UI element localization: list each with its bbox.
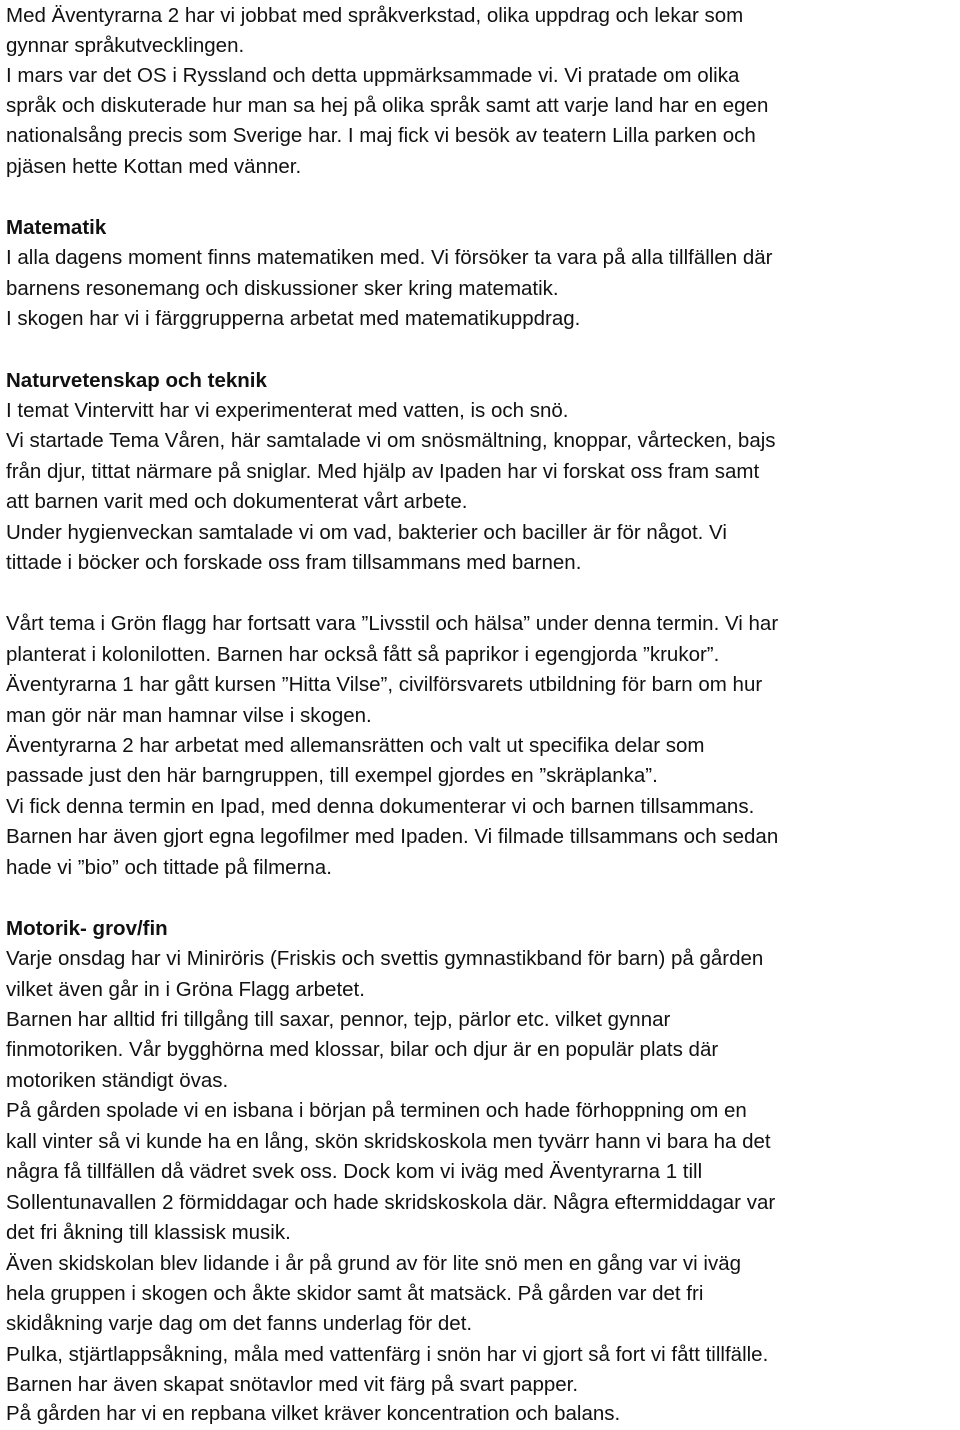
motorik-line: kall vinter så vi kunde ha en lång, skön skridskoskola men tyvärr hann vi bara ha det <box>6 1130 771 1153</box>
motorik-line: På gården spolade vi en isbana i början på terminen och hade förhoppning om en <box>6 1099 747 1122</box>
gron-flagg-line: Äventyrarna 2 har arbetat med allemansrätten och valt ut specifika delar som <box>6 734 705 757</box>
naturvetenskap-line: Under hygienveckan samtalade vi om vad, bakterier och baciller är för något. Vi <box>6 521 727 544</box>
motorik-line: skidåkning varje dag om det fanns underlag för det. <box>6 1312 473 1335</box>
motorik-line: några få tillfällen då vädret svek oss. Dock kom vi iväg med Äventyrarna 1 till <box>6 1160 703 1183</box>
matematik-line: barnens resonemang och diskussioner sker kring matematik. <box>6 277 559 300</box>
motorik-line: Även skidskolan blev lidande i år på grund av för lite snö men en gång var vi iväg <box>6 1252 742 1275</box>
motorik-line: Barnen har även skapat snötavlor med vit färg på svart papper. <box>6 1373 579 1396</box>
naturvetenskap-line: Vi startade Tema Våren, här samtalade vi om snösmältning, knoppar, vårtecken, bajs <box>6 429 776 452</box>
motorik-line: Pulka, stjärtlappsåkning, måla med vattenfärg i snön har vi gjort så fort vi fått tillfälle. <box>6 1343 769 1366</box>
naturvetenskap-line: att barnen varit med och dokumenterat vårt arbete. <box>6 490 468 513</box>
motorik-line: Sollentunavallen 2 förmiddagar och hade skridskoskola där. Några eftermiddagar var <box>6 1191 776 1214</box>
motorik-line: motoriken ständigt övas. <box>6 1069 229 1092</box>
motorik-line: det fri åkning till klassisk musik. <box>6 1221 291 1244</box>
section-heading-motorik: Motorik- grov/fin <box>6 917 168 940</box>
gron-flagg-line: passade just den här barngruppen, till exempel gjordes en ”skräplanka”. <box>6 764 658 787</box>
naturvetenskap-line: tittade i böcker och forskade oss fram tillsammans med barnen. <box>6 551 582 574</box>
motorik-line: Varje onsdag har vi Miniröris (Friskis och svettis gymnastikband för barn) på gården <box>6 947 764 970</box>
intro-line: nationalsång precis som Sverige har. I maj fick vi besök av teatern Lilla parken och <box>6 124 756 147</box>
motorik-line: Barnen har alltid fri tillgång till saxar, pennor, tejp, pärlor etc. vilket gynnar <box>6 1008 671 1031</box>
gron-flagg-line: Äventyrarna 1 har gått kursen ”Hitta Vilse”, civilförsvarets utbildning för barn om hur <box>6 673 763 696</box>
gron-flagg-line: Vi fick denna termin en Ipad, med denna dokumenterar vi och barnen tillsammans. <box>6 795 755 818</box>
motorik-line: vilket även går in i Gröna Flagg arbetet. <box>6 978 365 1001</box>
intro-line: Med Äventyrarna 2 har vi jobbat med språkverkstad, olika uppdrag och lekar som <box>6 4 744 27</box>
section-heading-matematik: Matematik <box>6 216 107 239</box>
intro-line: pjäsen hette Kottan med vänner. <box>6 155 302 178</box>
section-heading-naturvetenskap: Naturvetenskap och teknik <box>6 369 267 392</box>
motorik-line: På gården har vi en repbana vilket kräver koncentration och balans. <box>6 1402 621 1425</box>
gron-flagg-line: Barnen har även gjort egna legofilmer med Ipaden. Vi filmade tillsammans och sedan <box>6 825 779 848</box>
intro-line: språk och diskuterade hur man sa hej på olika språk samt att varje land har en egen <box>6 94 769 117</box>
gron-flagg-line: planterat i kolonilotten. Barnen har också fått så paprikor i egengjorda ”krukor”. <box>6 643 720 666</box>
motorik-line: finmotoriken. Vår bygghörna med klossar, bilar och djur är en populär plats där <box>6 1038 719 1061</box>
gron-flagg-line: hade vi ”bio” och tittade på filmerna. <box>6 856 332 879</box>
intro-line: I mars var det OS i Ryssland och detta uppmärksammade vi. Vi pratade om olika <box>6 64 740 87</box>
motorik-line: hela gruppen i skogen och åkte skidor samt åt matsäck. På gården var det fri <box>6 1282 704 1305</box>
matematik-line: I alla dagens moment finns matematiken med. Vi försöker ta vara på alla tillfällen där <box>6 246 773 269</box>
gron-flagg-line: man gör när man hamnar vilse i skogen. <box>6 704 372 727</box>
gron-flagg-line: Vårt tema i Grön flagg har fortsatt vara ”Livsstil och hälsa” under denna termin. Vi har <box>6 612 779 635</box>
naturvetenskap-line: från djur, tittat närmare på sniglar. Med hjälp av Ipaden har vi forskat oss fram samt <box>6 460 760 483</box>
matematik-line: I skogen har vi i färggrupperna arbetat med matematikuppdrag. <box>6 307 581 330</box>
naturvetenskap-line: I temat Vintervitt har vi experimenterat med vatten, is och snö. <box>6 399 569 422</box>
intro-line: gynnar språkutvecklingen. <box>6 34 245 57</box>
